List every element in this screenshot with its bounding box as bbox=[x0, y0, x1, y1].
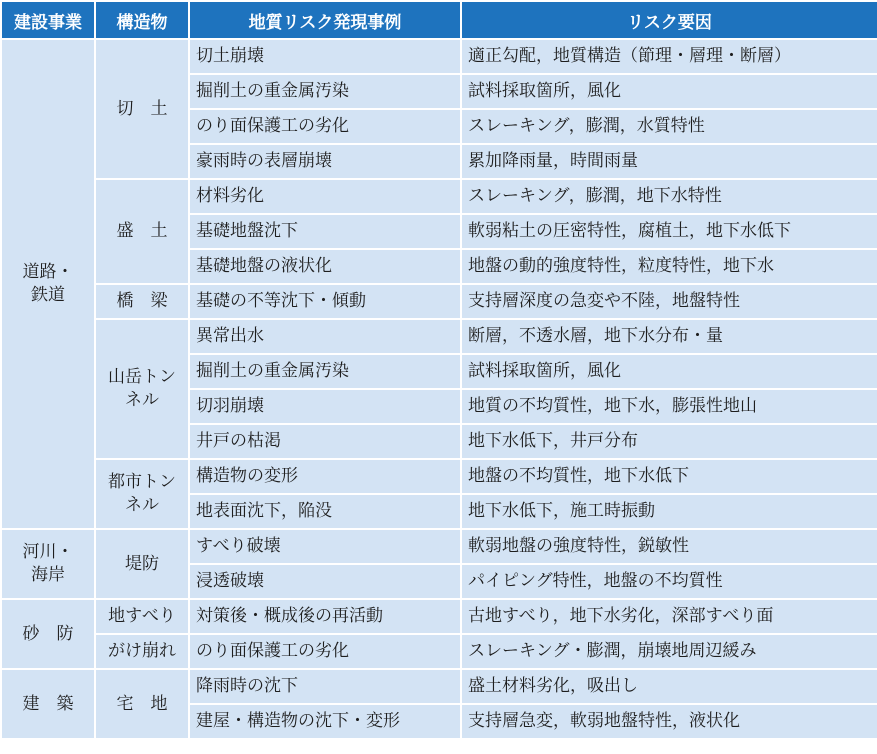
risk-event-cell: すべり破壊 bbox=[189, 529, 461, 564]
table-row bbox=[1, 529, 877, 564]
risk-factor-cell: 地質の不均質性，地下水，膨張性地山 bbox=[461, 389, 877, 424]
risk-event-cell: 基礎地盤沈下 bbox=[189, 214, 461, 249]
risk-event-cell: 切土崩壊 bbox=[189, 39, 461, 74]
risk-factor-cell: 地盤の不均質性，地下水低下 bbox=[461, 459, 877, 494]
risk-factor-cell: 試料採取箇所，風化 bbox=[461, 74, 877, 109]
risk-factor-cell: 支持層深度の急変や不陸，地盤特性 bbox=[461, 284, 877, 319]
risk-event-cell: 豪雨時の表層崩壊 bbox=[189, 144, 461, 179]
structure-cell: 橋 梁 bbox=[95, 284, 189, 319]
risk-factor-cell: 試料採取箇所，風化 bbox=[461, 354, 877, 389]
structure-cell: がけ崩れ bbox=[95, 634, 189, 669]
structure-cell: 盛 土 bbox=[95, 179, 189, 284]
risk-factor-cell: 軟弱粘土の圧密特性，腐植土，地下水低下 bbox=[461, 214, 877, 249]
risk-event-cell: のり面保護工の劣化 bbox=[189, 109, 461, 144]
risk-event-cell: 切羽崩壊 bbox=[189, 389, 461, 424]
header-structure: 構造物 bbox=[95, 1, 189, 39]
header-project: 建設事業 bbox=[1, 1, 95, 39]
risk-event-cell: 掘削土の重金属汚染 bbox=[189, 74, 461, 109]
risk-event-cell: 掘削土の重金属汚染 bbox=[189, 354, 461, 389]
risk-event-cell: 井戸の枯渇 bbox=[189, 424, 461, 459]
risk-factor-cell: 適正勾配，地質構造（節理・層理・断層） bbox=[461, 39, 877, 74]
table-row bbox=[1, 284, 877, 319]
table-row bbox=[1, 179, 877, 214]
header-row bbox=[1, 1, 877, 39]
risk-event-cell: 基礎の不等沈下・傾動 bbox=[189, 284, 461, 319]
project-cell: 河川・ 海岸 bbox=[1, 529, 95, 599]
risk-event-cell: 異常出水 bbox=[189, 319, 461, 354]
header-risk-factor: リスク要因 bbox=[461, 1, 877, 39]
risk-event-cell: 構造物の変形 bbox=[189, 459, 461, 494]
header-risk-event: 地質リスク発現事例 bbox=[189, 1, 461, 39]
project-cell: 砂 防 bbox=[1, 599, 95, 669]
risk-factor-cell: 古地すべり，地下水劣化，深部すべり面 bbox=[461, 599, 877, 634]
risk-factor-cell: 地下水低下，井戸分布 bbox=[461, 424, 877, 459]
risk-event-cell: 材料劣化 bbox=[189, 179, 461, 214]
structure-cell: 切 土 bbox=[95, 39, 189, 179]
risk-factor-cell: 累加降雨量，時間雨量 bbox=[461, 144, 877, 179]
table-row bbox=[1, 459, 877, 494]
table-row bbox=[1, 39, 877, 74]
project-cell: 道路・ 鉄道 bbox=[1, 39, 95, 529]
risk-event-cell: 降雨時の沈下 bbox=[189, 669, 461, 704]
structure-cell: 地すべり bbox=[95, 599, 189, 634]
risk-event-cell: 浸透破壊 bbox=[189, 564, 461, 599]
table-row bbox=[1, 634, 877, 669]
table-row bbox=[1, 599, 877, 634]
risk-factor-cell: 地盤の動的強度特性，粒度特性，地下水 bbox=[461, 249, 877, 284]
risk-factor-cell: 地下水低下，施工時振動 bbox=[461, 494, 877, 529]
risk-event-cell: 建屋・構造物の沈下・変形 bbox=[189, 704, 461, 739]
risk-factor-cell: 支持層急変，軟弱地盤特性，液状化 bbox=[461, 704, 877, 739]
structure-cell: 都市トン ネル bbox=[95, 459, 189, 529]
table-row bbox=[1, 669, 877, 704]
risk-factor-cell: スレーキング，膨潤，水質特性 bbox=[461, 109, 877, 144]
table-row bbox=[1, 319, 877, 354]
structure-cell: 宅 地 bbox=[95, 669, 189, 739]
structure-cell: 山岳トン ネル bbox=[95, 319, 189, 459]
risk-factor-cell: 断層，不透水層，地下水分布・量 bbox=[461, 319, 877, 354]
risk-event-cell: 対策後・概成後の再活動 bbox=[189, 599, 461, 634]
risk-event-cell: 基礎地盤の液状化 bbox=[189, 249, 461, 284]
structure-cell: 堤防 bbox=[95, 529, 189, 599]
risk-factor-cell: 盛土材料劣化，吸出し bbox=[461, 669, 877, 704]
project-cell: 建 築 bbox=[1, 669, 95, 739]
risk-factor-cell: スレーキング，膨潤，地下水特性 bbox=[461, 179, 877, 214]
risk-factor-cell: 軟弱地盤の強度特性，鋭敏性 bbox=[461, 529, 877, 564]
risk-factor-cell: パイピング特性，地盤の不均質性 bbox=[461, 564, 877, 599]
risk-factor-cell: スレーキング・膨潤，崩壊地周辺緩み bbox=[461, 634, 877, 669]
risk-event-cell: のり面保護工の劣化 bbox=[189, 634, 461, 669]
risk-event-cell: 地表面沈下，陥没 bbox=[189, 494, 461, 529]
